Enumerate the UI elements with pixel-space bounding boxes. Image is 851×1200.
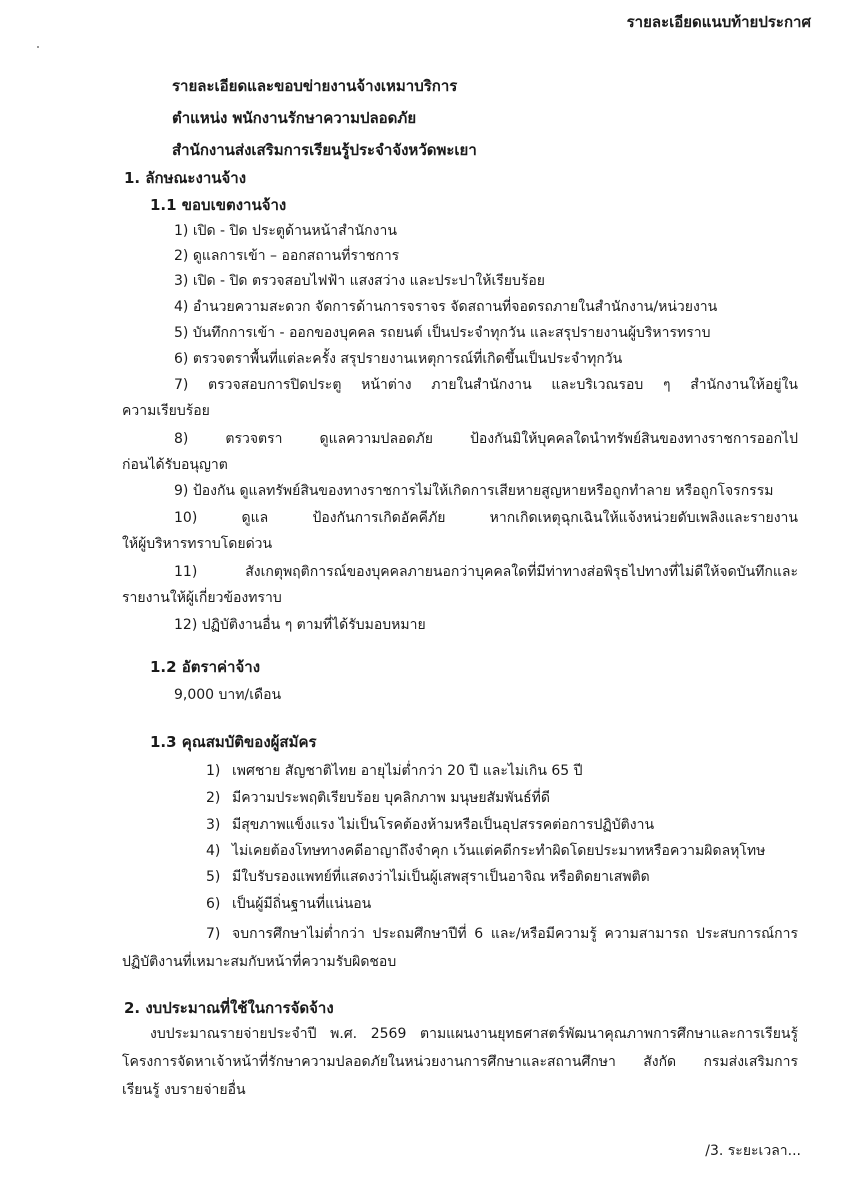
budget-line-3: เรียนรู้ งบรายจ่ายอื่น xyxy=(122,1082,246,1098)
scope-item-6: 6) ตรวจตราพื้นที่แต่ละครั้ง สรุปรายงานเหตุการณ์ที่เกิดขึ้นเป็นประจำทุกวัน xyxy=(174,351,623,367)
qualification-text: ไม่เคยต้องโทษทางคดีอาญาถึงจำคุก เว้นแต่คดีกระทำผิดโดยประมาทหรือความผิดลหุโทษ xyxy=(232,843,766,859)
section1-2-heading: 1.2 อัตราค่าจ้าง xyxy=(150,658,261,676)
scope-item-8-line-2: ก่อนได้รับอนุญาต xyxy=(122,457,228,473)
qualification-item-1 xyxy=(206,760,583,782)
budget-line-1: งบประมาณรายจ่ายประจำปี พ.ศ. 2569 ตามแผนงานยุทธศาสตร์พัฒนาคุณภาพการศึกษาและการเรียนรู้ xyxy=(150,1026,798,1042)
scope-item-5: 5) บันทึกการเข้า - ออกของบุคคล รถยนต์ เป็นประจำทุกวัน และสรุปรายงานผู้บริหารทราบ xyxy=(174,325,711,341)
scope-item-3: 3) เปิด - ปิด ตรวจสอบไฟฟ้า แสงสว่าง และประปาให้เรียบร้อย xyxy=(174,273,545,289)
scope-item-4: 4) อำนวยความสะดวก จัดการด้านการจราจร จัดสถานที่จอดรถภายในสำนักงาน/หน่วยงาน xyxy=(174,299,718,315)
wage-value: 9,000 บาท/เดือน xyxy=(174,687,282,703)
qualification-num: 6) xyxy=(206,896,221,912)
section2-heading: 2. งบประมาณที่ใช้ในการจัดจ้าง xyxy=(124,999,334,1017)
qualification-item-3 xyxy=(206,814,654,836)
scan-speck xyxy=(37,46,39,48)
footer-continuation: /3. ระยะเวลา... xyxy=(705,1143,801,1159)
scope-item-9: 9) ป้องกัน ดูแลทรัพย์สินของทางราชการไม่ให้เกิดการเสียหายสูญหายหรือถูกทำลาย หรือถูกโจรกรรม xyxy=(174,483,774,499)
qualification-text: มีความประพฤติเรียบร้อย บุคลิกภาพ มนุษยสัมพันธ์ที่ดี xyxy=(232,790,550,806)
section1-heading: 1. ลักษณะงานจ้าง xyxy=(124,169,247,187)
qualification-num: 4) xyxy=(206,843,221,859)
qualification-text: มีใบรับรองแพทย์ที่แสดงว่าไม่เป็นผู้เสพสุราเป็นอาจิณ หรือติดยาเสพติด xyxy=(232,869,650,885)
scope-item-11-line-2: รายงานให้ผู้เกี่ยวข้องทราบ xyxy=(122,590,282,606)
qualification-text: เพศชาย สัญชาติไทย อายุไม่ต่ำกว่า 20 ปี และไม่เกิน 65 ปี xyxy=(232,763,583,779)
qualification-text: จบการศึกษาไม่ต่ำกว่า ประถมศึกษาปีที่ 6 และ/หรือมีความรู้ ความสามารถ ประสบการณ์การ xyxy=(232,926,798,942)
qualification-num: 7) xyxy=(206,926,221,942)
qualification-text: มีสุขภาพแข็งแรง ไม่เป็นโรคต้องห้ามหรือเป็นอุปสรรคต่อการปฏิบัติงาน xyxy=(232,817,655,833)
scope-item-11-line-1: 11) สังเกตุพฤติการณ์ของบุคคลภายนอกว่าบุคคลใดที่มีท่าทางส่อพิรุธไปทางที่ไม่ดีให้จดบันทึกและ xyxy=(174,564,798,580)
qualification-item-6 xyxy=(206,893,371,915)
title-line-1: รายละเอียดและขอบข่ายงานจ้างเหมาบริการ xyxy=(172,77,458,95)
qualification-item-7-line-2: ปฏิบัติงานที่เหมาะสมกับหน้าที่ความรับผิดชอบ xyxy=(122,954,397,970)
scope-item-2: 2) ดูแลการเข้า – ออกสถานที่ราชการ xyxy=(174,248,400,264)
section1-1-heading: 1.1 ขอบเขตงานจ้าง xyxy=(150,196,287,214)
scope-item-7-line-1: 7) ตรวจสอบการปิดประตู หน้าต่าง ภายในสำนักงาน และบริเวณรอบ ๆ สำนักงานให้อยู่ใน xyxy=(174,377,798,393)
qualification-num: 1) xyxy=(206,763,221,779)
qualification-item-5 xyxy=(206,866,650,888)
qualification-num: 3) xyxy=(206,817,221,833)
section1-3-heading: 1.3 คุณสมบัติของผู้สมัคร xyxy=(150,733,317,751)
qualification-item-2 xyxy=(206,787,550,809)
scope-item-8-line-1: 8) ตรวจตรา ดูแลความปลอดภัย ป้องกันมิให้บุคคลใดนำทรัพย์สินของทางราชการออกไป xyxy=(174,431,798,447)
qualification-item-7-line-1 xyxy=(206,923,798,945)
budget-line-2: โครงการจัดหาเจ้าหน้าที่รักษาความปลอดภัยในหน่วยงานการศึกษาและสถานศึกษา สังกัด กรมส่งเสริมการ xyxy=(122,1054,798,1070)
scope-item-12: 12) ปฏิบัติงานอื่น ๆ ตามที่ได้รับมอบหมาย xyxy=(174,617,426,633)
scope-item-1: 1) เปิด - ปิด ประตูด้านหน้าสำนักงาน xyxy=(174,223,397,239)
scope-item-10-line-1: 10) ดูแล ป้องกันการเกิดอัคคีภัย หากเกิดเหตุฉุกเฉินให้แจ้งหน่วยดับเพลิงและรายงาน xyxy=(174,510,798,526)
qualification-text: เป็นผู้มีถิ่นฐานที่แน่นอน xyxy=(232,896,372,912)
scope-item-7-line-2: ความเรียบร้อย xyxy=(122,403,210,419)
qualification-item-4 xyxy=(206,840,765,862)
scope-item-10-line-2: ให้ผู้บริหารทราบโดยด่วน xyxy=(122,536,273,552)
title-line-2: ตำแหน่ง พนักงานรักษาความปลอดภัย xyxy=(172,109,417,127)
qualification-num: 2) xyxy=(206,790,221,806)
title-line-3: สำนักงานส่งเสริมการเรียนรู้ประจำจังหวัดพะเยา xyxy=(172,141,477,159)
header-note: รายละเอียดแนบท้ายประกาศ xyxy=(626,13,811,31)
qualification-num: 5) xyxy=(206,869,221,885)
